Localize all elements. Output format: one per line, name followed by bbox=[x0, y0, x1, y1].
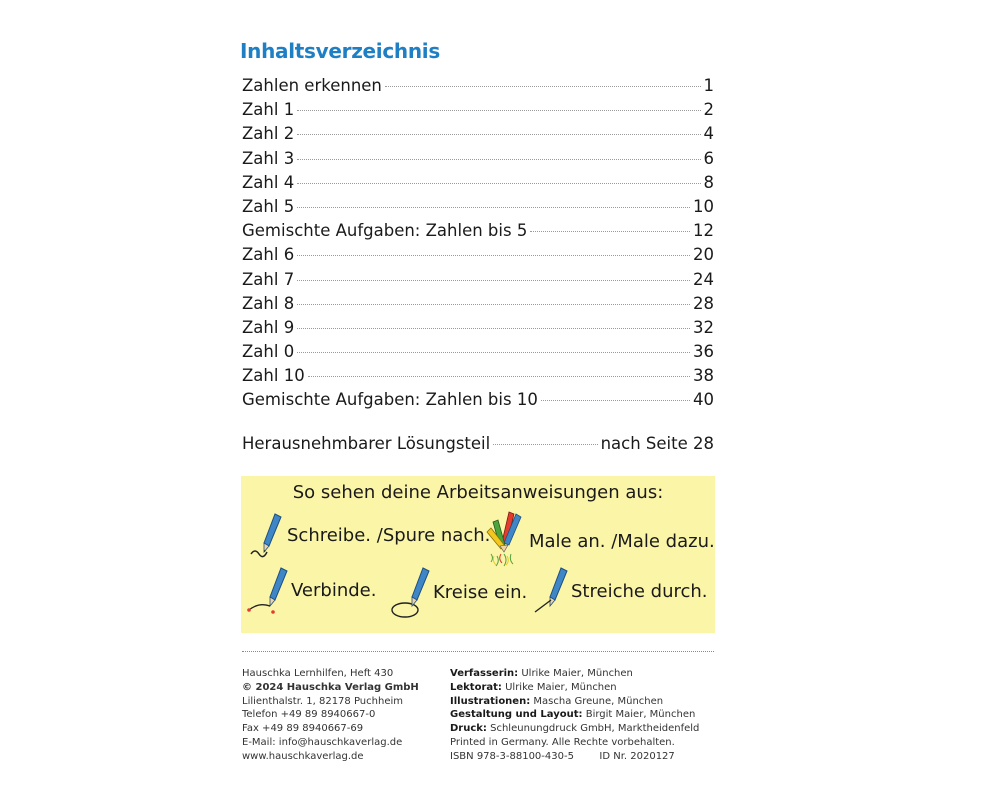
toc-entry bbox=[242, 74, 714, 98]
toc-entry-label: Zahl 4 bbox=[242, 172, 295, 192]
toc-entry bbox=[242, 292, 714, 316]
toc-entry bbox=[242, 388, 714, 412]
toc-leader-dots bbox=[297, 280, 690, 281]
imprint-line: E-Mail: info@hauschkaverlag.de bbox=[242, 736, 403, 748]
imprint-key: Druck: bbox=[450, 723, 487, 735]
toc-list bbox=[242, 74, 714, 413]
imprint-line bbox=[450, 695, 699, 709]
toc-entry-page: 2 bbox=[703, 100, 714, 120]
toc-leader-dots bbox=[297, 255, 690, 256]
toc-entry-page: 1 bbox=[703, 76, 714, 95]
instruction-label: Male an. /Male dazu. bbox=[529, 530, 715, 552]
toc-entry bbox=[242, 98, 714, 122]
imprint-key: Illustrationen: bbox=[450, 695, 531, 707]
pencil-strike-icon bbox=[531, 564, 571, 618]
toc-entry-page: 6 bbox=[703, 148, 714, 168]
toc-leader-dots bbox=[297, 134, 700, 135]
toc-leader-dots bbox=[530, 231, 690, 232]
toc-leader-dots bbox=[541, 400, 690, 401]
toc-leader-dots bbox=[297, 207, 690, 208]
toc-entry-label: Zahlen erkennen bbox=[242, 76, 382, 95]
toc-entry-page: 12 bbox=[693, 221, 714, 241]
imprint-publisher bbox=[242, 667, 419, 764]
toc-entry-label: Zahl 10 bbox=[242, 366, 305, 386]
instruction-label: Schreibe. /Spure nach. bbox=[287, 524, 491, 546]
instruction-color bbox=[483, 510, 715, 572]
toc-entry-page: 10 bbox=[693, 196, 714, 216]
imprint-line: www.hauschkaverlag.de bbox=[242, 750, 364, 762]
toc-entry-label: Zahl 8 bbox=[242, 293, 295, 313]
toc-entry-page: 28 bbox=[693, 293, 714, 313]
imprint-line: Fax +49 89 8940667-69 bbox=[242, 723, 364, 735]
instructions-title: So sehen deine Arbeitsanweisungen aus: bbox=[292, 482, 664, 503]
toc-entry-label: Zahl 7 bbox=[242, 269, 295, 289]
toc-entry bbox=[242, 171, 714, 195]
toc-entry-label: Zahl 5 bbox=[242, 196, 295, 216]
instructions-box bbox=[241, 476, 715, 633]
imprint-line bbox=[450, 667, 699, 681]
toc-entry-page: 36 bbox=[693, 342, 714, 362]
toc-title: Inhaltsverzeichnis bbox=[240, 39, 440, 63]
toc-leader-dots bbox=[297, 352, 690, 353]
imprint-value: Birgit Maier, München bbox=[582, 709, 696, 721]
toc-leader-dots bbox=[297, 304, 690, 305]
imprint-key: Verfasserin: bbox=[450, 668, 519, 679]
imprint-line: © 2024 Hauschka Verlag GmbH bbox=[242, 681, 419, 693]
imprint-value: Schleunungdruck GmbH, Marktheidenfeld bbox=[486, 723, 700, 735]
imprint-value: Mascha Greune, München bbox=[530, 695, 664, 707]
toc-entry-label: Zahl 2 bbox=[242, 124, 295, 144]
instruction-label: Kreise ein. bbox=[433, 581, 528, 603]
toc-entry-page: 24 bbox=[693, 269, 714, 289]
toc-leader-dots bbox=[385, 86, 701, 87]
imprint-line bbox=[450, 722, 699, 736]
divider bbox=[242, 651, 714, 652]
toc-entry-label: Herausnehmbarer Lösungsteil bbox=[242, 434, 491, 453]
pencil-circle-icon bbox=[389, 564, 433, 620]
toc-entry bbox=[242, 219, 714, 243]
toc-leader-dots bbox=[297, 328, 690, 329]
toc-leader-dots bbox=[297, 159, 700, 160]
pencil-writing-icon bbox=[245, 510, 287, 560]
toc-entry bbox=[242, 340, 714, 364]
toc-entry bbox=[242, 243, 714, 267]
left-margin bbox=[0, 0, 230, 800]
instruction-circle bbox=[389, 564, 527, 620]
toc-entry-page: 4 bbox=[703, 124, 714, 144]
instruction-label: Verbinde. bbox=[291, 579, 377, 601]
toc-entry-page: 38 bbox=[693, 366, 714, 386]
imprint-line: Hauschka Lernhilfen, Heft 430 bbox=[242, 668, 394, 679]
imprint-line: Lilienthalstr. 1, 82178 Puchheim bbox=[242, 695, 403, 707]
imprint-credits bbox=[450, 667, 699, 764]
toc-leader-dots bbox=[308, 376, 690, 377]
imprint-value: ISBN 978-3-88100-430-5 ID Nr. 2020127 bbox=[450, 750, 675, 762]
imprint-line bbox=[450, 750, 699, 764]
instruction-label: Streiche durch. bbox=[571, 580, 708, 602]
toc-entry-page: nach Seite 28 bbox=[600, 434, 714, 453]
toc-entry-label: Zahl 6 bbox=[242, 245, 295, 265]
imprint-line: Telefon +49 89 8940667-0 bbox=[242, 709, 376, 721]
toc-entry bbox=[242, 268, 714, 292]
imprint-line bbox=[450, 681, 699, 695]
imprint-value: Ulrike Maier, München bbox=[501, 681, 617, 693]
imprint-line bbox=[450, 736, 699, 750]
toc-entry-page: 20 bbox=[693, 245, 714, 265]
imprint-key: Gestaltung und Layout: bbox=[450, 709, 583, 721]
toc-entry-label: Zahl 1 bbox=[242, 100, 295, 120]
toc-entry-page: 40 bbox=[693, 390, 714, 410]
toc-leader-dots bbox=[493, 444, 597, 445]
right-margin bbox=[760, 0, 1000, 800]
toc-entry-label: Zahl 0 bbox=[242, 342, 295, 362]
toc-entry-page: 8 bbox=[703, 172, 714, 192]
instruction-connect bbox=[245, 564, 376, 616]
toc-entry bbox=[242, 122, 714, 146]
toc-entry bbox=[242, 147, 714, 171]
imprint-line bbox=[450, 708, 699, 722]
toc-leader-dots bbox=[297, 183, 700, 184]
imprint-key: Lektorat: bbox=[450, 681, 502, 693]
toc-entry-label: Gemischte Aufgaben: Zahlen bis 10 bbox=[242, 390, 538, 410]
toc-leader-dots bbox=[297, 110, 700, 111]
instruction-strike bbox=[531, 564, 708, 618]
toc-solutions-entry bbox=[242, 432, 714, 456]
toc-entry bbox=[242, 364, 714, 388]
toc-entry-label: Zahl 9 bbox=[242, 317, 295, 337]
instruction-write bbox=[245, 510, 490, 560]
toc-entry bbox=[242, 195, 714, 219]
imprint-value: Printed in Germany. Alle Rechte vorbehalten. bbox=[450, 736, 675, 748]
toc-entry-page: 32 bbox=[693, 317, 714, 337]
toc-entry-label: Gemischte Aufgaben: Zahlen bis 5 bbox=[242, 221, 528, 241]
toc-entry-label: Zahl 3 bbox=[242, 148, 295, 168]
toc-entry bbox=[242, 316, 714, 340]
colored-pencils-icon bbox=[483, 510, 527, 572]
pencil-connect-icon bbox=[245, 564, 289, 616]
imprint-value: Ulrike Maier, München bbox=[518, 668, 633, 679]
